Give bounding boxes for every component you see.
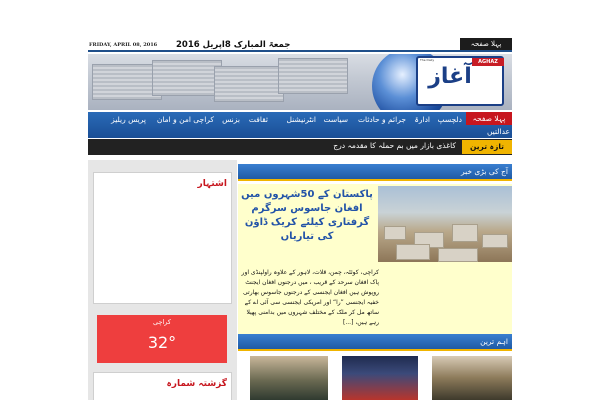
nav-item-business[interactable]: بزنس <box>222 115 240 124</box>
weather-city: کراچی <box>153 318 171 326</box>
logo-urdu: آغاز <box>428 64 472 89</box>
nav-item-dilchasp[interactable]: دلچسپ <box>437 115 462 124</box>
left-margin <box>0 0 88 400</box>
main-navigation <box>88 112 512 138</box>
nav-item-courts[interactable]: عدالتیں <box>486 127 510 136</box>
news-ticker <box>88 139 512 155</box>
latest-thumbnail[interactable] <box>250 356 328 400</box>
main-column <box>238 160 512 400</box>
nav-item-culture[interactable]: ثقافت <box>248 115 268 124</box>
ads-widget <box>93 172 232 304</box>
story-headline[interactable]: پاکستان کے 50شہروں میں افغان جاسوس سرگرم گرفتاری کیلئے کریک ڈاؤن کی تیاریاں <box>241 189 373 242</box>
urdu-date: جمعۃ المبارک 8اپریل 2016 <box>176 40 291 50</box>
newspaper-collage-image <box>214 66 284 102</box>
nav-home[interactable]: پہلا صفحہ <box>466 112 512 125</box>
tent-shape <box>396 244 430 260</box>
nav-item-international[interactable]: انٹرنیشنل <box>286 115 316 124</box>
latest-thumbnail[interactable] <box>342 356 418 400</box>
right-margin <box>512 0 600 400</box>
left-sidebar <box>88 160 237 400</box>
masthead-banner <box>88 54 512 110</box>
tent-shape <box>452 224 478 242</box>
section-title: آج کی بڑی خبر <box>460 167 508 176</box>
nav-item-press[interactable]: پریس ریلیز <box>111 115 146 124</box>
ticker-headline[interactable]: کاغذی بازار میں بم حملہ کا مقدمہ درج <box>333 141 456 150</box>
newspaper-collage-image <box>278 58 348 94</box>
nav-item-karachi[interactable]: کراچی امن و امان <box>156 115 214 124</box>
weather-widget <box>97 315 227 363</box>
previous-issue-widget <box>93 372 232 400</box>
latest-title: اہم ترین <box>480 337 508 346</box>
story-image[interactable] <box>378 186 512 262</box>
previous-issue-title: گزشتہ شمارہ <box>166 379 227 389</box>
newspaper-collage-image <box>152 60 222 96</box>
ads-title: اشتہار <box>197 179 227 189</box>
nav-item-idarati[interactable]: ادارۃ <box>414 115 430 124</box>
tent-shape <box>384 226 406 240</box>
date-bar <box>88 38 512 52</box>
section-header-latest <box>238 334 512 351</box>
front-page-button[interactable]: پہلا صفحہ <box>460 38 512 50</box>
logo-english: AGHAZ <box>472 58 504 66</box>
story-body: کراچی، کوئٹہ، چمن، قلات، لاہور کے علاوہ راولپنڈی اور پاک افغان سرحد کے قریب ، میں درجنوں افغان ایجنٹ روپوش ہیں افغان ایجنسی کے درجنوں جاسوس بھارتی خفیہ ایجنسی ”را“ اور امریکی ایجنسی سی آئی اے کے ساتھ مل کر ملک کے مختلف شہروں میں بدامنی پھیلا رہے ہیں، [...] <box>241 269 379 326</box>
nav-item-crime[interactable]: جرائم و حادثات <box>357 115 406 124</box>
nav-item-politics[interactable]: سیاست <box>323 115 348 124</box>
site-logo[interactable] <box>416 56 504 106</box>
logo-tagline: The Daily <box>420 58 435 62</box>
weather-temperature: 32° <box>147 333 177 352</box>
english-date: FRIDAY, APRIL 08, 2016 <box>89 42 158 48</box>
latest-thumbnails <box>238 356 512 400</box>
section-header-top-story <box>238 164 512 181</box>
tent-shape <box>482 234 508 248</box>
latest-thumbnail[interactable] <box>432 356 512 400</box>
top-story <box>238 184 512 334</box>
ticker-label: تازہ ترین <box>462 140 512 154</box>
tent-shape <box>438 248 478 262</box>
